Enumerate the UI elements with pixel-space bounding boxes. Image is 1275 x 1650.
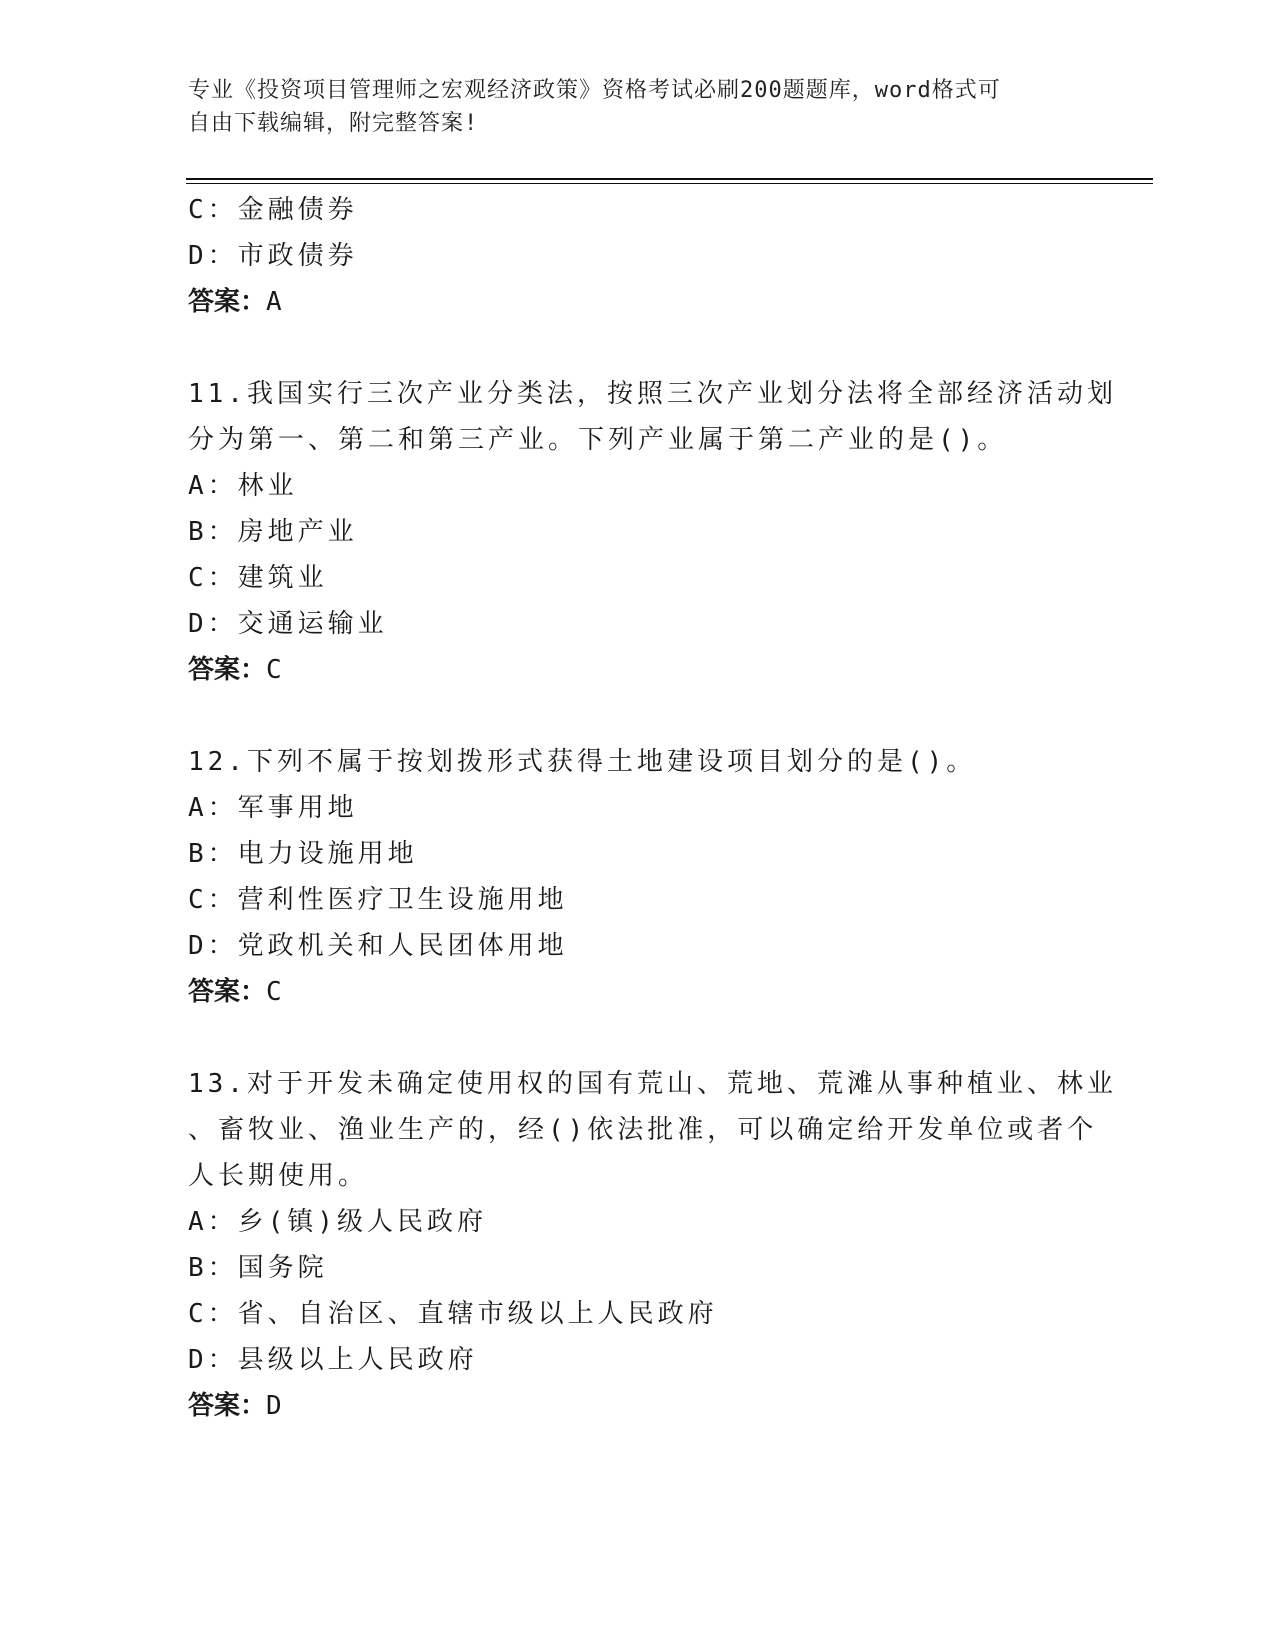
answer-value: D [266, 1391, 282, 1421]
spacer [188, 693, 1088, 739]
question-previous [188, 187, 1088, 325]
option-a: A：林业 [188, 471, 298, 501]
option-c: C：省、自治区、直辖市级以上人民政府 [188, 1299, 718, 1329]
option-b: B：电力设施用地 [188, 839, 418, 869]
spacer [188, 1015, 1088, 1061]
answer-line [188, 647, 1088, 693]
question-stem-line-2: 、畜牧业、渔业生产的，经()依法批准，可以确定给开发单位或者个 [188, 1115, 1098, 1145]
answer-value: A [266, 287, 282, 317]
question-stem-line-1: 12.下列不属于按划拨形式获得土地建设项目划分的是()。 [188, 747, 977, 777]
option-a: A：军事用地 [188, 793, 358, 823]
document-header [188, 74, 1088, 140]
question-list [188, 187, 1117, 1429]
option-d: D：县级以上人民政府 [188, 1345, 478, 1375]
option-b: B：房地产业 [188, 517, 358, 547]
header-line-1: 专业《投资项目管理师之宏观经济政策》资格考试必刷200题题库，word格式可 [188, 78, 1001, 103]
question-13 [188, 1061, 1117, 1429]
answer-label: 答案： [188, 1391, 267, 1421]
answer-value: C [266, 977, 282, 1007]
option-d: D：交通运输业 [188, 609, 388, 639]
spacer [188, 325, 1088, 371]
option-b: B：国务院 [188, 1253, 328, 1283]
header-line-2: 自由下载编辑，附完整答案! [188, 111, 479, 136]
option-d: D：党政机关和人民团体用地 [188, 931, 568, 961]
answer-label: 答案： [188, 977, 267, 1007]
option-c: C：营利性医疗卫生设施用地 [188, 885, 568, 915]
option-c: C：金融债券 [188, 195, 358, 225]
answer-label: 答案： [188, 655, 267, 685]
question-stem-line-3: 人长期使用。 [188, 1161, 369, 1191]
question-11 [188, 371, 1117, 693]
question-12 [188, 739, 1088, 1015]
answer-line [188, 969, 1088, 1015]
header-divider-thin [186, 183, 1153, 184]
option-c: C：建筑业 [188, 563, 328, 593]
question-stem-line-2: 分为第一、第二和第三产业。下列产业属于第二产业的是()。 [188, 425, 1008, 455]
question-stem-line-1: 13.对于开发未确定使用权的国有荒山、荒地、荒滩从事种植业、林业 [188, 1069, 1117, 1099]
option-d: D：市政债券 [188, 241, 358, 271]
answer-line [188, 1383, 1088, 1429]
question-stem-line-1: 11.我国实行三次产业分类法，按照三次产业划分法将全部经济活动划 [188, 379, 1117, 409]
answer-label: 答案： [188, 287, 267, 317]
answer-line [188, 279, 1088, 325]
header-divider-thick [186, 178, 1153, 180]
answer-value: C [266, 655, 282, 685]
option-a: A：乡(镇)级人民政府 [188, 1207, 487, 1237]
